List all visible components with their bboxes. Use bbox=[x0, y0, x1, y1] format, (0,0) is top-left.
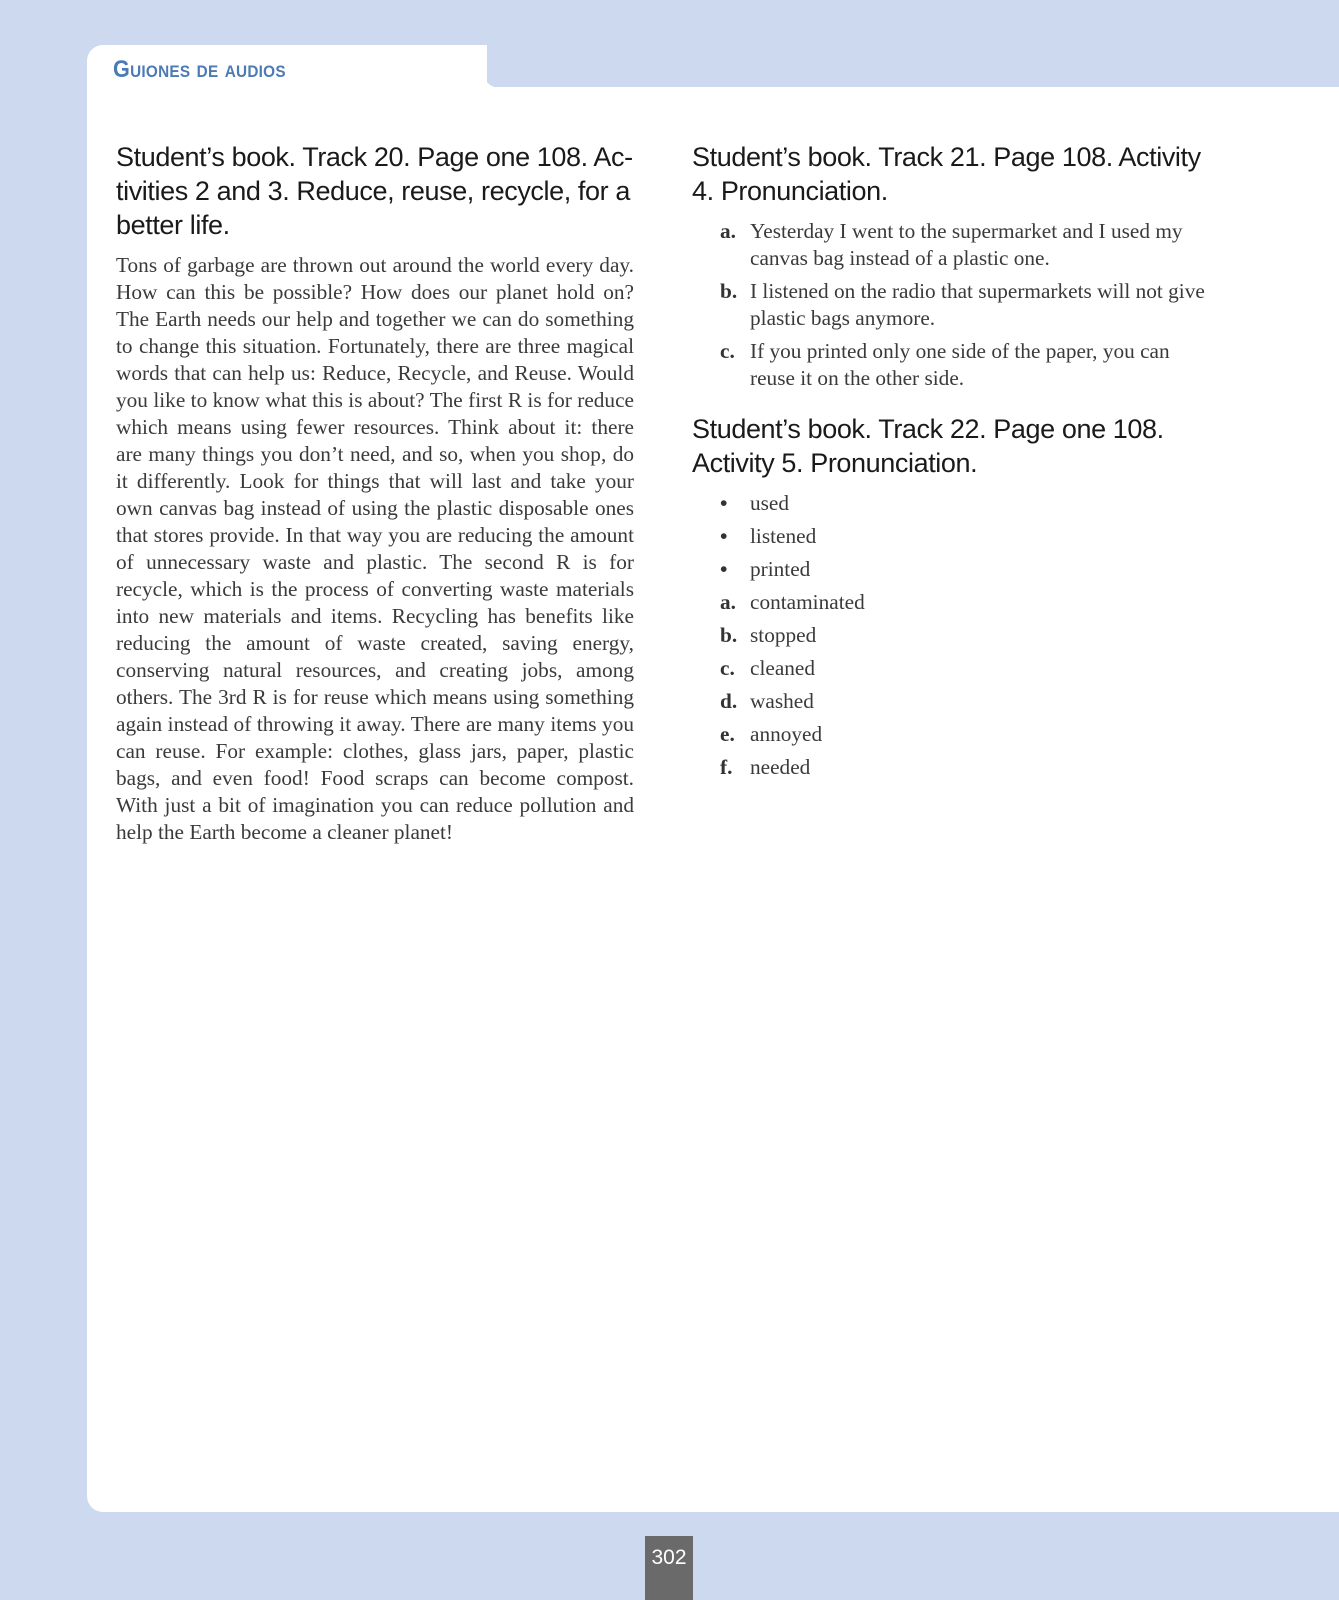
right-column bbox=[692, 140, 1212, 787]
list-item bbox=[692, 622, 1212, 649]
list-marker: e. bbox=[720, 722, 735, 746]
list-item bbox=[692, 523, 1212, 550]
list-text: printed bbox=[750, 557, 811, 581]
list-item bbox=[692, 754, 1212, 781]
track22-heading: Student’s book. Track 22. Page one 108. Activity 5. Pronunciation. bbox=[692, 414, 1164, 478]
track22-list bbox=[692, 490, 1212, 781]
list-marker: b. bbox=[720, 623, 738, 647]
list-item bbox=[692, 338, 1212, 392]
left-column bbox=[116, 140, 634, 846]
list-marker: a. bbox=[720, 219, 736, 243]
list-text: Yesterday I went to the supermarket and I used my canvas bag instead of a plastic one. bbox=[750, 219, 1183, 270]
list-text: I listened on the radio that supermarkets will not give plastic bags anymore. bbox=[750, 279, 1205, 330]
list-item bbox=[692, 556, 1212, 583]
list-item bbox=[692, 688, 1212, 715]
list-marker: a. bbox=[720, 590, 736, 614]
list-marker: d. bbox=[720, 689, 738, 713]
list-item bbox=[692, 589, 1212, 616]
list-text: needed bbox=[750, 755, 811, 779]
list-text: If you printed only one side of the paper, you can reuse it on the other side. bbox=[750, 339, 1170, 390]
list-text: contaminated bbox=[750, 590, 865, 614]
list-item bbox=[692, 218, 1212, 272]
list-item bbox=[692, 278, 1212, 332]
track20-transcript: Tons of garbage are thrown out around the world every day. How can this be possible? How does our planet hold on? The Earth needs our help and together we can do something to change this situation. Fortunately, there are three magical words that can help us: Reduce, Recycle, and Reuse. Would you like to know what this is about? The first R is for reduce which means using fewer resources. Think about it: there are many things you don’t need, and so, when you shop, do it differently. Look for things that will last and take your own canvas bag instead of using the plastic disposable ones that stores provide. In that way you are reducing the amount of unnecessary waste and plastic. The second R is for recycle, which is the process of converting waste materials into new materials and items. Recycling has benefits like reducing the amount of waste created, saving energy, conserving natural resources, and creating jobs, among others. The 3rd R is for reuse which means using something again instead of throwing it away. There are many items you can reuse. For example: clothes, glass jars, paper, plastic bags, and even food! Food scraps can become compost. With just a bit of imagination you can reduce pollution and help the Earth become a cleaner planet! bbox=[116, 253, 634, 844]
list-item bbox=[692, 655, 1212, 682]
track20-heading: Student’s book. Track 20. Page one 108. Activities 2 and 3. Reduce, reuse, recycle, for a better life. bbox=[116, 142, 634, 240]
list-text: washed bbox=[750, 689, 814, 713]
list-marker: b. bbox=[720, 279, 738, 303]
header-tab-curve bbox=[440, 45, 500, 88]
list-item bbox=[692, 721, 1212, 748]
track21-list bbox=[692, 218, 1212, 392]
list-marker: c. bbox=[720, 656, 735, 680]
list-text: listened bbox=[750, 524, 817, 548]
list-marker: f. bbox=[720, 755, 733, 779]
track21-heading: Student’s book. Track 21. Page 108. Activity 4. Pronunciation. bbox=[692, 142, 1201, 206]
list-text: cleaned bbox=[750, 656, 816, 680]
bullet-marker: • bbox=[720, 491, 728, 515]
list-text: stopped bbox=[750, 623, 817, 647]
page-number: 302 bbox=[645, 1536, 693, 1600]
list-text: annoyed bbox=[750, 722, 823, 746]
list-text: used bbox=[750, 491, 790, 515]
bullet-marker: • bbox=[720, 524, 728, 548]
list-marker: c. bbox=[720, 339, 735, 363]
list-item bbox=[692, 490, 1212, 517]
bullet-marker: • bbox=[720, 557, 728, 581]
section-title: Guiones de audios bbox=[113, 56, 286, 83]
